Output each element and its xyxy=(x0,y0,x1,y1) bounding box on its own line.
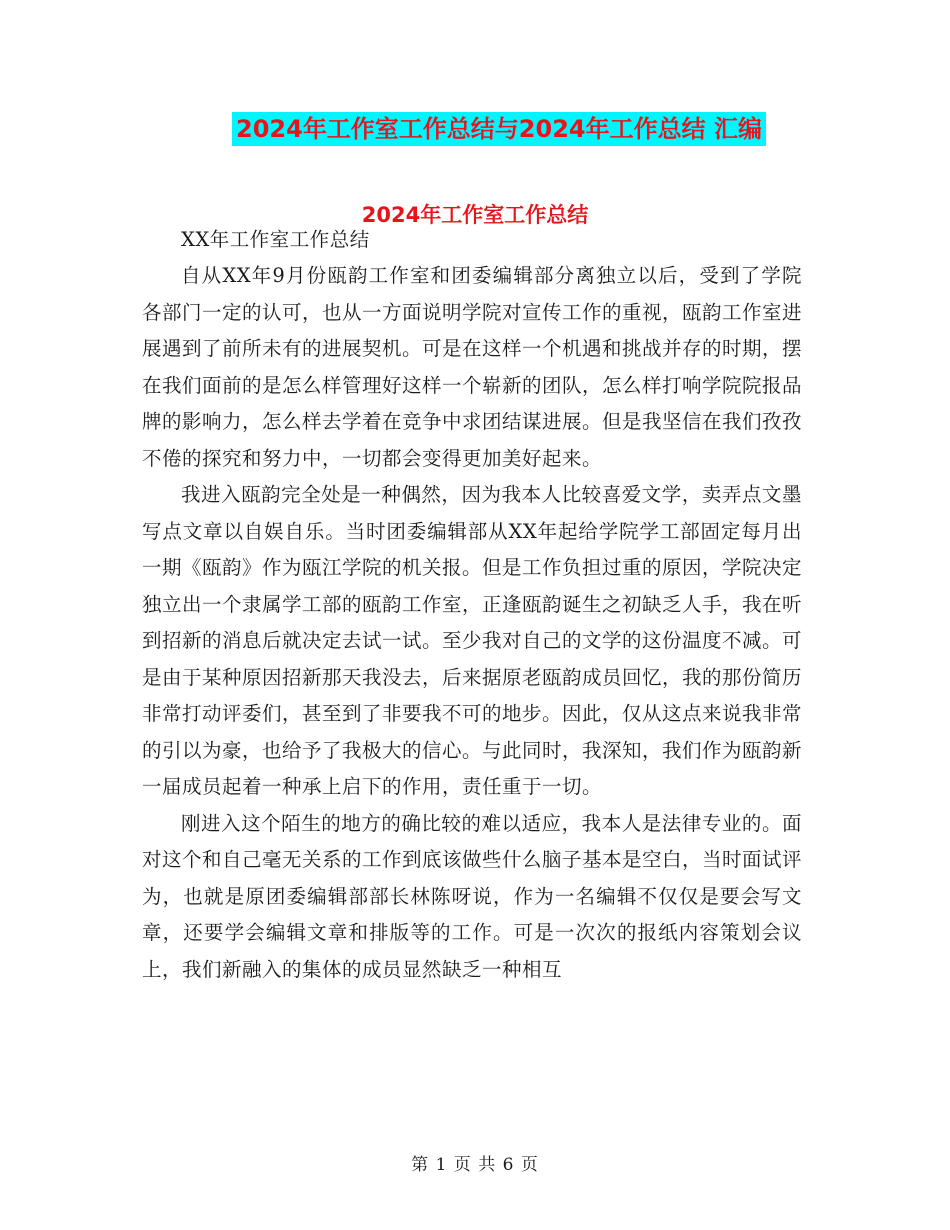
paragraph-3: 我进入瓯韵完全处是一种偶然，因为我本人比较喜爱文学，卖弄点文墨写点文章以自娱自乐。当时团委编辑部从XX年起给学院学工部固定每月出一期《瓯韵》作为瓯江学院的机关报。但是工作负担过重的原因，学院决定独立出一个隶属学工部的瓯韵工作室，正逢瓯韵诞生之初缺乏人手，我在听到招新的消息后就决定去试一试。至少我对自己的文学的这份温度不减。可是由于某种原因招新那天我没去，后来据原老瓯韵成员回忆，我的那份简历非常打动评委们，甚至到了非要我不可的地步。因此，仅从这点来说我非常的引以为豪，也给予了我极大的信心。与此同时，我深知，我们作为瓯韵新一届成员起着一种承上启下的作用，责任重于一切。 xyxy=(142,483,803,798)
section-title: 2024年工作室工作总结 xyxy=(361,203,589,227)
paragraph-4: 刚进入这个陌生的地方的确比较的难以适应，我本人是法律专业的。面对这个和自己毫无关系的工作到底该做些什么脑子基本是空白，当时面试评为，也就是原团委编辑部部长林陈呀说，作为一名编辑不仅仅是要会写文章，还要学会编辑文章和排版等的工作。可是一次次的报纸内容策划会议上，我们新融入的集体的成员显然缺乏一种相互 xyxy=(142,811,803,981)
main-title-wrapper xyxy=(0,112,950,146)
paragraph-1: XX年工作室工作总结 xyxy=(181,228,370,251)
main-title: 2024年工作室工作总结与2024年工作总结 汇编 xyxy=(232,112,766,146)
body-content xyxy=(142,222,802,988)
paragraph-2: 自从XX年9月份瓯韵工作室和团委编辑部分离独立以后，受到了学院各部门一定的认可，也从一方面说明学院对宣传工作的重视，瓯韵工作室进展遇到了前所未有的进展契机。可是在这样一个机遇和挑战并存的时期，摆在我们面前的是怎么样管理好这样一个崭新的团队，怎么样打响学院院报品牌的影响力，怎么样去学着在竞争中求团结谋进展。但是我坚信在我们孜孜不倦的探究和努力中，一切都会变得更加美好起来。 xyxy=(142,264,803,470)
page-footer: 第 1 页 共 6 页 xyxy=(411,1155,539,1175)
